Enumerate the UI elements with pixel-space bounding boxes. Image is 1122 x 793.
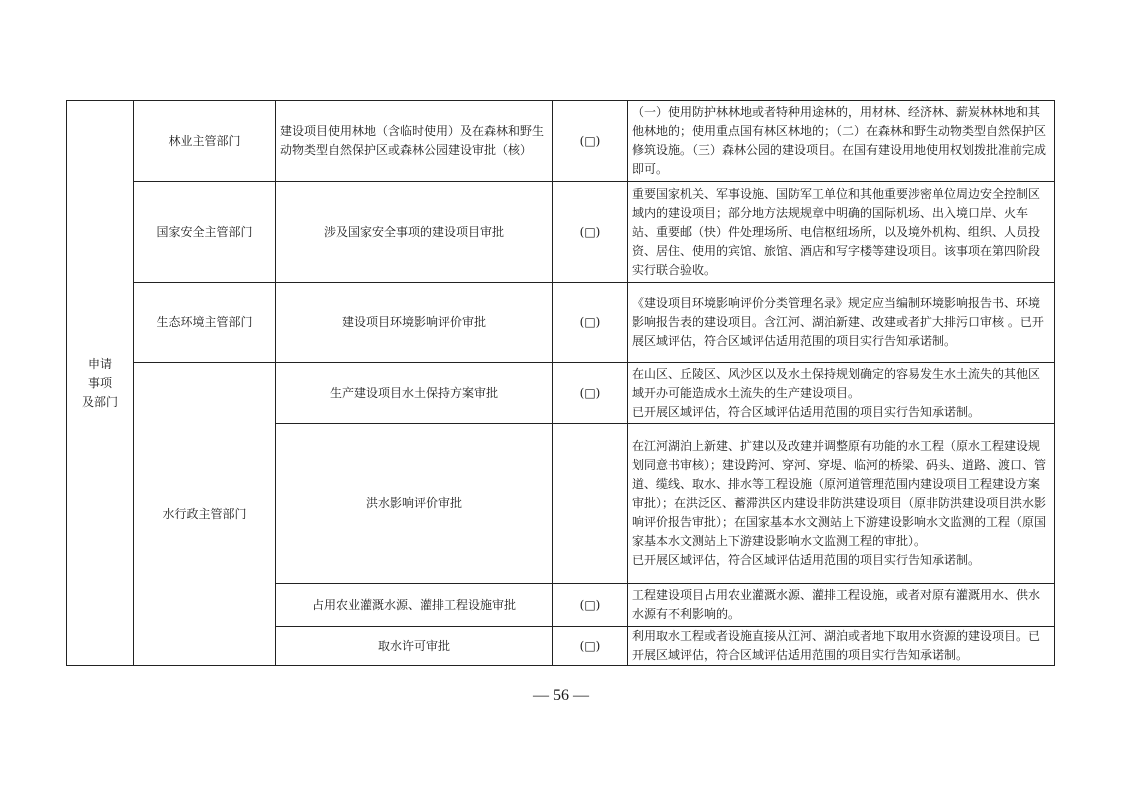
approval-item-cell: 生产建设项目水土保持方案审批 bbox=[276, 363, 553, 424]
description-text: 已开展区域评估，符合区域评估适用范围的项目实行告知承诺制。 bbox=[632, 553, 981, 567]
category-line: 申请 bbox=[87, 356, 112, 371]
department-cell: 林业主管部门 bbox=[134, 101, 276, 182]
checkbox-mark: (□) bbox=[553, 627, 628, 666]
description-cell bbox=[628, 584, 1055, 627]
category-line: 及部门 bbox=[81, 394, 118, 409]
approval-item-cell: 建设项目使用林地（含临时使用）及在森林和野生动物类型自然保护区或森林公园建设审批（核） bbox=[276, 101, 553, 182]
department-cell: 生态环境主管部门 bbox=[134, 283, 276, 363]
page-number: — 56 — bbox=[533, 687, 589, 704]
checkbox-mark: (□) bbox=[553, 182, 628, 283]
description-text: （一）使用防护林林地或者特种用途林的，用材林、经济林、薪炭林林地和其他林地的；使用重点国有林区林地的；（二）在森林和野生动物类型自然保护区修筑设施。（三）森林公园的建设项目。在国有建设用地使用权划拨批准前完成即可。 bbox=[632, 105, 1047, 176]
checkbox-mark: (□) bbox=[553, 584, 628, 627]
table-row bbox=[67, 101, 1055, 182]
approval-item-cell: 洪水影响评价审批 bbox=[276, 424, 553, 584]
approval-item-cell: 涉及国家安全事项的建设项目审批 bbox=[276, 182, 553, 283]
description-text: 已开展区域评估，符合区域评估适用范围的项目实行告知承诺制。 bbox=[632, 404, 981, 419]
description-text: 《建设项目环境影响评价分类管理名录》规定应当编制环境影响报告书、环境影响报告表的建设项目。含江河、湖泊新建、改建或者扩大排污口审核 。已开展区域评估，符合区域评估适用范围的项目实行告知承诺制。 bbox=[632, 296, 1044, 348]
description-cell bbox=[628, 424, 1055, 584]
checkbox-mark: (□) bbox=[553, 363, 628, 424]
description-text: 在江河湖泊上新建、扩建以及改建并调整原有功能的水工程（原水工程建设规划同意书审核）；建设跨河、穿河、穿堤、临河的桥梁、码头、道路、渡口、管道、缆线、取水、排水等工程设施（原河道管理范围内建设项目工程建设方案审批）；在洪泛区、蓄滞洪区内建设非防洪建设项目（原非防洪建设项目洪水影响评价报告审批）；在国家基本水文测站上下游建设影响水文监测的工程（原国家基本水文测站上下游建设影响水文监测工程的审批）。 bbox=[632, 439, 1047, 548]
table-row bbox=[67, 283, 1055, 363]
checkbox-mark bbox=[553, 424, 628, 584]
description-text: 在山区、丘陵区、风沙区以及水土保持规划确定的容易发生水土流失的其他区域开办可能造成水土流失的生产建设项目。 bbox=[632, 366, 1041, 400]
description-text: 重要国家机关、军事设施、国防军工单位和其他重要涉密单位周边安全控制区域内的建设项目；部分地方法规规章中明确的国际机场、出入境口岸、火车站、重要邮（快）件处理场所、电信枢纽场所，以及境外机构、组织、人员投资、居住、使用的宾馆、旅馆、酒店和写字楼等建设项目。该事项在第四阶段实行联合验收。 bbox=[632, 186, 1041, 277]
description-cell bbox=[628, 363, 1055, 424]
checkbox-mark: (□) bbox=[553, 101, 628, 182]
approval-item-cell: 取水许可审批 bbox=[276, 627, 553, 666]
description-cell bbox=[628, 182, 1055, 283]
table-row bbox=[67, 182, 1055, 283]
checkbox-mark: (□) bbox=[553, 283, 628, 363]
approval-item-cell: 建设项目环境影响评价审批 bbox=[276, 283, 553, 363]
approval-item-cell: 占用农业灌溉水源、灌排工程设施审批 bbox=[276, 584, 553, 627]
description-cell bbox=[628, 627, 1055, 666]
approval-items-table bbox=[66, 100, 1055, 666]
department-cell: 国家安全主管部门 bbox=[134, 182, 276, 283]
category-line: 事项 bbox=[87, 375, 112, 390]
description-text: 利用取水工程或者设施直接从江河、湖泊或者地下取用水资源的建设项目。已开展区域评估，符合区域评估适用范围的项目实行告知承诺制。 bbox=[632, 629, 1041, 662]
category-cell bbox=[67, 101, 134, 666]
department-cell: 水行政主管部门 bbox=[134, 363, 276, 666]
table-row bbox=[67, 363, 1055, 424]
description-cell bbox=[628, 283, 1055, 363]
description-text: 工程建设项目占用农业灌溉水源、灌排工程设施，或者对原有灌溉用水、供水水源有不利影响的。 bbox=[632, 588, 1041, 621]
description-cell bbox=[628, 101, 1055, 182]
